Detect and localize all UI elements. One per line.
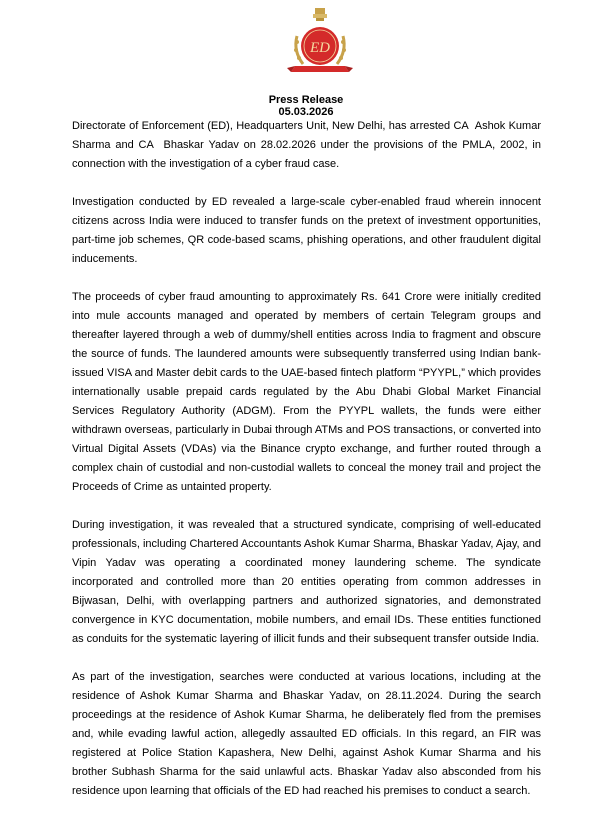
press-release-body <box>72 117 541 820</box>
paragraph-syndicate: During investigation, it was revealed that a structured syndicate, comprising of well-educated professionals, including Chartered Accountants Ashok Kumar Sharma, Bhaskar Yadav, Ajay, and Vipin Yadav was operating a coordinated money laundering scheme. The syndicate incorporated and controlled more than 20 entities operating from common addresses in Bijwasan, Delhi, with overlapping partners and authorized signatories, and demonstrated convergence in KYC documentation, mobile numbers, and email IDs. These entities functioned as conduits for the systematic layering of illicit funds and their subsequent transfer outside India. <box>72 519 541 645</box>
paragraph-proceeds: The proceeds of cyber fraud amounting to approximately Rs. 641 Crore were initially credited into mule accounts managed and operated by members of certain Telegram groups and thereafter layered through a web of dummy/shell entities across India to fragment and obscure the source of funds. The laundered amounts were subsequently transferred using Indian bank-issued VISA and Master debit cards to the UAE-based fintech platform “PYYPL,” which provides internationally usable prepaid cards regulated by the Abu Dhabi Global Market Financial Services Regulatory Authority (ADGM). From the PYYPL wallets, the funds were either withdrawn overseas, particularly in Dubai through ATMs and POS transactions, or converted into Virtual Digital Assets (VDAs) via the Binance crypto exchange, and further routed through a complex chain of custodial and non-custodial wallets to conceal the money trail and project the Proceeds of Crime as untainted property. <box>72 291 541 493</box>
paragraph-arrest: Directorate of Enforcement (ED), Headquarters Unit, New Delhi, has arrested CA Ashok Kumar Sharma and CA Bhaskar Yadav on 28.02.2026 under the provisions of the PMLA, 2002, in connection with the investigation of a cyber fraud case. <box>72 120 541 170</box>
ed-emblem-logo <box>285 6 355 78</box>
paragraph-searches: As part of the investigation, searches were conducted at various locations, including at the residence of Ashok Kumar Sharma and Bhaskar Yadav, on 28.11.2024. During the search proceedings at the residence of Ashok Kumar Sharma, he deliberately fled from the premises and, while evading lawful action, allegedly assaulted ED officials. In this regard, an FIR was registered at Police Station Kapashera, New Delhi, against Ashok Kumar Sharma and his brother Subhash Sharma for the said unlawful acts. Bhaskar Yadav also absconded from his residence upon learning that officials of the ED had reached his premises to conduct a search. <box>72 671 541 797</box>
emblem-icon <box>285 6 355 78</box>
svg-text:ED: ED <box>310 40 330 56</box>
paragraph-investigation: Investigation conducted by ED revealed a large-scale cyber-enabled fraud wherein innocent citizens across India were induced to transfer funds on the pretext of investment opportunities, part-time job schemes, QR code-based scams, phishing operations, and other fraudulent digital inducements. <box>72 196 541 265</box>
release-date: 05.03.2026 <box>278 106 334 118</box>
page-title: Press Release <box>268 94 344 106</box>
